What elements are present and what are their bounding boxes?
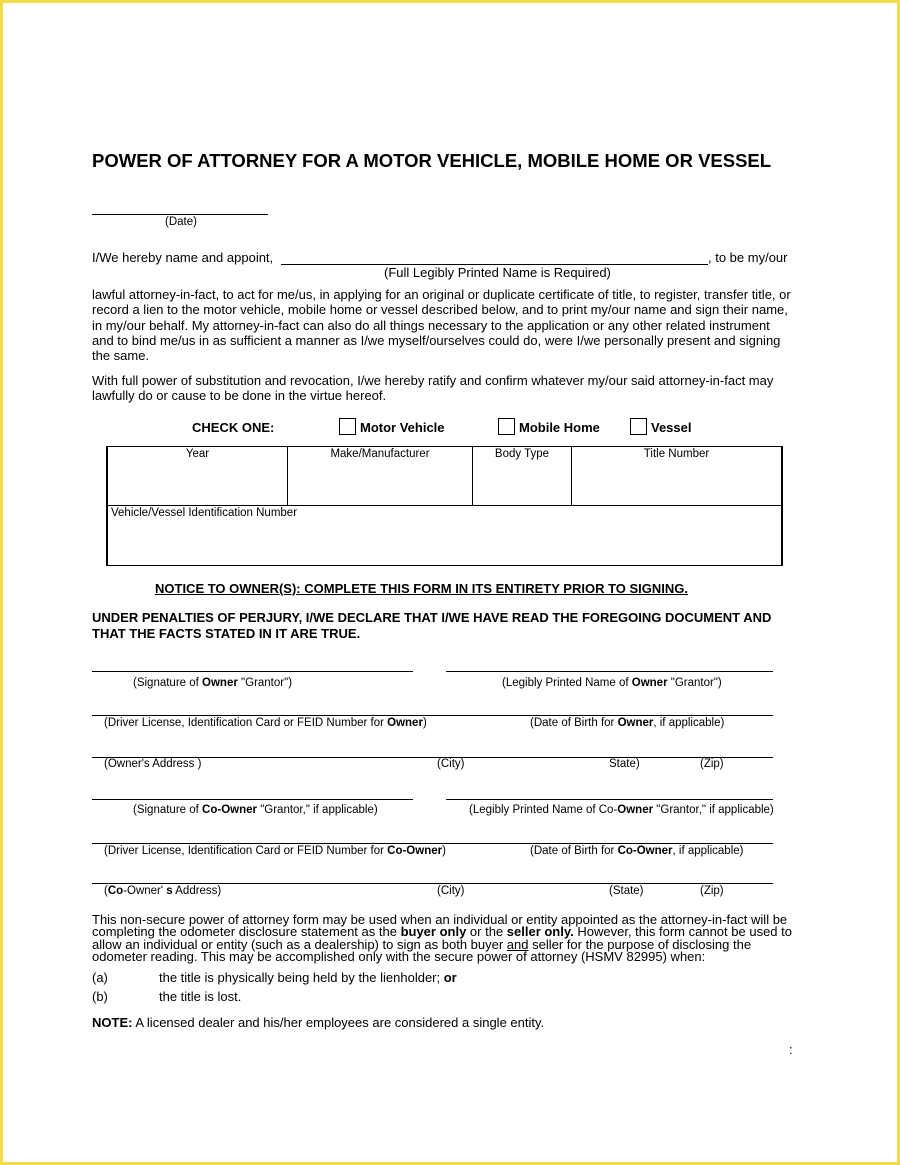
authority-paragraph: lawful attorney-in-fact, to act for me/us, in applying for an original or duplicate certificate of title, to register, transfer title, or record a lien to the motor vehicle, mobile home or vessel described below, and to print my/our name and sign their name, in my/our behalf. My attorney-in-fact can also do all things necessary to the application or any other related instrument and to bind me/us in as sufficient a manner as I/we myself/ourselves could do, were I/we personally present and signing the same. (92, 287, 791, 364)
date-line[interactable] (92, 214, 268, 215)
owner-printed-name-line[interactable] (446, 671, 773, 672)
date-label: (Date) (165, 216, 197, 228)
item-b-tag: (b) (92, 989, 108, 1004)
appoint-tail: , to be my/our (708, 250, 788, 265)
table-row-divider (108, 505, 781, 506)
vessel-label: Vessel (651, 420, 692, 435)
attorney-name-label: (Full Legibly Printed Name is Required) (384, 265, 611, 280)
year-header: Year (185, 448, 210, 460)
coowner-address-label: (Co-Owner' s Address) (104, 885, 222, 897)
owner-id-label: (Driver License, Identification Card or FEID Number for Owner) (104, 717, 427, 729)
body-type-header: Body Type (494, 448, 550, 460)
item-b-text: the title is lost. (159, 989, 242, 1004)
owner-state-label: State) (609, 758, 640, 770)
title-number-header: Title Number (643, 448, 710, 460)
coowner-city-label: (City) (437, 885, 465, 897)
coowner-address-line[interactable] (92, 883, 773, 884)
check-one-label: CHECK ONE: (192, 420, 275, 435)
owner-zip-label: (Zip) (700, 758, 724, 770)
owner-id-dob-line[interactable] (92, 715, 773, 716)
mobile-home-checkbox[interactable] (498, 418, 515, 435)
item-a-text: the title is physically being held by the lienholder; or (159, 970, 457, 985)
note-line: NOTE: A licensed dealer and his/her employees are considered a single entity. (92, 1015, 545, 1030)
item-a-tag: (a) (92, 970, 108, 985)
motor-vehicle-label: Motor Vehicle (360, 420, 445, 435)
coowner-signature-line[interactable] (92, 799, 413, 800)
coowner-dob-label: (Date of Birth for Co-Owner, if applicable) (530, 845, 744, 857)
owner-printed-name-label: (Legibly Printed Name of Owner "Grantor") (502, 677, 722, 689)
make-header: Make/Manufacturer (330, 448, 430, 460)
coowner-zip-label: (Zip) (700, 885, 724, 897)
substitution-paragraph: With full power of substitution and revocation, I/we hereby ratify and confirm whatever my/our said attorney-in-fact may lawfully do or cause to be done in the virtue hereof. (92, 373, 774, 404)
mobile-home-label: Mobile Home (519, 420, 600, 435)
owner-signature-label: (Signature of Owner "Grantor") (133, 677, 293, 689)
appoint-lead: I/We hereby name and appoint, (92, 250, 274, 265)
coowner-printed-name-label: (Legibly Printed Name of Co-Owner "Grantor," if applicable) (469, 804, 774, 816)
nonsecure-paragraph: This non-secure power of attorney form may be used when an individual or entity appointed as the attorney-in-fact will be completing the odometer disclosure statement as the buyer only or the seller only. However, this form cannot be used to allow an individual or entity (such as a dealership) to sign as both buyer and seller for the purpose of disclosing the odometer reading. This may be accomplished only with the secure power of attorney (HSMV 82995) when: (92, 912, 792, 964)
vin-label: Vehicle/Vessel Identification Number (111, 507, 298, 519)
owner-signature-line[interactable] (92, 671, 413, 672)
coowner-signature-label: (Signature of Co-Owner "Grantor," if applicable) (133, 804, 378, 816)
notice-text: NOTICE TO OWNER(S): COMPLETE THIS FORM IN ITS ENTIRETY PRIOR TO SIGNING. (155, 581, 689, 596)
coowner-id-dob-line[interactable] (92, 843, 773, 844)
stray-colon: : (789, 1042, 793, 1057)
vessel-checkbox[interactable] (630, 418, 647, 435)
page-title: POWER OF ATTORNEY FOR A MOTOR VEHICLE, MOBILE HOME OR VESSEL (92, 150, 772, 171)
owner-city-label: (City) (437, 758, 465, 770)
owner-address-label: (Owner's Address ) (104, 758, 202, 770)
coowner-state-label: (State) (609, 885, 644, 897)
coowner-id-label: (Driver License, Identification Card or FEID Number for Co-Owner) (104, 845, 446, 857)
perjury-statement: UNDER PENALTIES OF PERJURY, I/WE DECLARE THAT I/WE HAVE READ THE FOREGOING DOCUMENT AND THAT THE FACTS STATED IN IT ARE TRUE. (92, 610, 772, 641)
vehicle-table (106, 446, 783, 566)
coowner-printed-name-line[interactable] (446, 799, 773, 800)
motor-vehicle-checkbox[interactable] (339, 418, 356, 435)
owner-dob-label: (Date of Birth for Owner, if applicable) (530, 717, 725, 729)
